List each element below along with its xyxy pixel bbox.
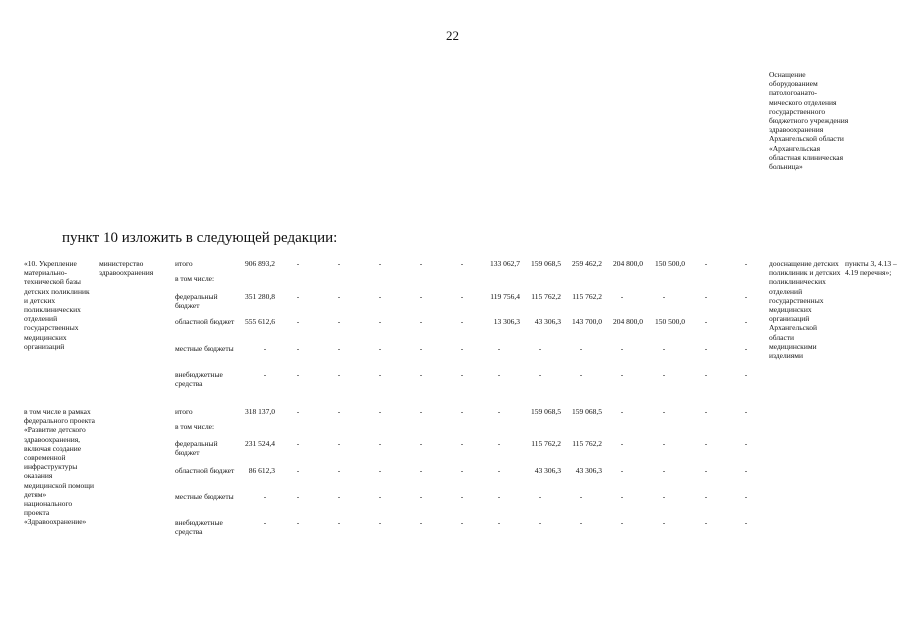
- dash-cell: -: [704, 317, 708, 326]
- top-note: Оснащение оборудованием патологоанато-мического отделения государственного бюджетного учреждения здравоохранения Архангельской области «Архангельская областная клиническая больница»: [769, 70, 849, 172]
- dash-cell: -: [460, 439, 464, 448]
- dash-cell: -: [263, 370, 267, 379]
- dash-cell: -: [337, 370, 341, 379]
- dash-cell: -: [620, 439, 624, 448]
- dash-cell: -: [337, 439, 341, 448]
- dash-cell: -: [704, 518, 708, 527]
- dash-cell: -: [263, 344, 267, 353]
- dash-cell: -: [704, 407, 708, 416]
- row-value-v1: 133 062,7: [490, 259, 520, 268]
- dash-cell: -: [296, 259, 300, 268]
- dash-cell: -: [497, 370, 501, 379]
- row-label: федеральный бюджет: [175, 439, 218, 458]
- section1-executor: министерство здравоохранения: [99, 259, 154, 278]
- row-value-v2: 115 762,2: [531, 439, 561, 448]
- dash-cell: -: [460, 292, 464, 301]
- dash-cell: -: [620, 292, 624, 301]
- dash-cell: -: [419, 439, 423, 448]
- dash-cell: -: [378, 407, 382, 416]
- dash-cell: -: [460, 466, 464, 475]
- row-label: в том числе:: [175, 274, 215, 283]
- dash-cell: -: [419, 292, 423, 301]
- dash-cell: -: [704, 292, 708, 301]
- dash-cell: -: [337, 344, 341, 353]
- dash-cell: -: [704, 259, 708, 268]
- row-label: итого: [175, 259, 193, 268]
- row-label: внебюджетные средства: [175, 370, 223, 389]
- dash-cell: -: [662, 292, 666, 301]
- dash-cell: -: [419, 259, 423, 268]
- dash-cell: -: [497, 439, 501, 448]
- dash-cell: -: [744, 317, 748, 326]
- dash-cell: -: [538, 344, 542, 353]
- row-label: областной бюджет: [175, 466, 235, 475]
- dash-cell: -: [263, 492, 267, 501]
- dash-cell: -: [497, 492, 501, 501]
- row-value-v3: 143 700,0: [572, 317, 602, 326]
- row-value-v3: 259 462,2: [572, 259, 602, 268]
- section1-result: дооснащение детских поликлиник и детских поликлинических отделений государственных медицинских организаций Архангельской области медицинскими изделиями: [769, 259, 841, 361]
- dash-cell: -: [337, 259, 341, 268]
- dash-cell: -: [579, 344, 583, 353]
- row-value-v5: 150 500,0: [655, 317, 685, 326]
- dash-cell: -: [337, 518, 341, 527]
- row-value-v4: 204 800,0: [613, 259, 643, 268]
- dash-cell: -: [744, 492, 748, 501]
- dash-cell: -: [296, 407, 300, 416]
- dash-cell: -: [662, 492, 666, 501]
- dash-cell: -: [704, 370, 708, 379]
- dash-cell: -: [744, 292, 748, 301]
- dash-cell: -: [419, 518, 423, 527]
- dash-cell: -: [620, 466, 624, 475]
- dash-cell: -: [744, 370, 748, 379]
- dash-cell: -: [419, 370, 423, 379]
- dash-cell: -: [497, 407, 501, 416]
- dash-cell: -: [460, 317, 464, 326]
- dash-cell: -: [419, 466, 423, 475]
- dash-cell: -: [704, 439, 708, 448]
- dash-cell: -: [620, 492, 624, 501]
- dash-cell: -: [296, 466, 300, 475]
- dash-cell: -: [378, 259, 382, 268]
- dash-cell: -: [296, 518, 300, 527]
- section2-name: в том числе в рамках федерального проекта «Развитие детского здравоохранения, включая создание современной инфраструктуры оказания медицинской помощи детям» национального проекта «Здравоохранение»: [24, 407, 95, 527]
- dash-cell: -: [662, 407, 666, 416]
- dash-cell: -: [538, 492, 542, 501]
- dash-cell: -: [337, 492, 341, 501]
- dash-cell: -: [744, 439, 748, 448]
- dash-cell: -: [704, 466, 708, 475]
- dash-cell: -: [337, 317, 341, 326]
- row-value-v1: 13 306,3: [493, 317, 520, 326]
- dash-cell: -: [296, 344, 300, 353]
- row-total: 351 280,8: [245, 292, 275, 301]
- dash-cell: -: [419, 317, 423, 326]
- dash-cell: -: [704, 344, 708, 353]
- dash-cell: -: [419, 344, 423, 353]
- row-value-v2: 159 068,5: [531, 259, 561, 268]
- dash-cell: -: [662, 466, 666, 475]
- row-value-v3: 43 306,3: [575, 466, 602, 475]
- dash-cell: -: [378, 344, 382, 353]
- row-label: внебюджетные средства: [175, 518, 223, 537]
- dash-cell: -: [378, 292, 382, 301]
- dash-cell: -: [378, 492, 382, 501]
- row-value-v2: 115 762,2: [531, 292, 561, 301]
- dash-cell: -: [620, 344, 624, 353]
- dash-cell: -: [620, 370, 624, 379]
- dash-cell: -: [538, 518, 542, 527]
- dash-cell: -: [337, 292, 341, 301]
- row-label: областной бюджет: [175, 317, 235, 326]
- dash-cell: -: [296, 317, 300, 326]
- row-total: 906 893,2: [245, 259, 275, 268]
- row-label: итого: [175, 407, 193, 416]
- dash-cell: -: [744, 518, 748, 527]
- dash-cell: -: [419, 407, 423, 416]
- row-label: федеральный бюджет: [175, 292, 218, 311]
- dash-cell: -: [460, 344, 464, 353]
- row-value-v4: 204 800,0: [613, 317, 643, 326]
- dash-cell: -: [378, 439, 382, 448]
- dash-cell: -: [620, 407, 624, 416]
- dash-cell: -: [263, 518, 267, 527]
- row-total: 231 524,4: [245, 439, 275, 448]
- row-value-v2: 43 306,3: [534, 466, 561, 475]
- dash-cell: -: [460, 518, 464, 527]
- instruction-text: пункт 10 изложить в следующей редакции:: [62, 230, 338, 246]
- page-number: 22: [446, 28, 459, 43]
- dash-cell: -: [744, 259, 748, 268]
- row-label: местные бюджеты: [175, 344, 234, 353]
- dash-cell: -: [460, 259, 464, 268]
- dash-cell: -: [620, 518, 624, 527]
- dash-cell: -: [337, 407, 341, 416]
- dash-cell: -: [579, 518, 583, 527]
- row-value-v5: 150 500,0: [655, 259, 685, 268]
- dash-cell: -: [296, 292, 300, 301]
- row-value-v2: 43 306,3: [534, 317, 561, 326]
- row-total: 555 612,6: [245, 317, 275, 326]
- dash-cell: -: [538, 370, 542, 379]
- dash-cell: -: [337, 466, 341, 475]
- dash-cell: -: [378, 370, 382, 379]
- row-label: в том числе:: [175, 422, 215, 431]
- dash-cell: -: [744, 344, 748, 353]
- dash-cell: -: [579, 492, 583, 501]
- dash-cell: -: [460, 407, 464, 416]
- section1-link: пункты 3, 4.13 – 4.19 перечня»;: [845, 259, 897, 278]
- dash-cell: -: [662, 370, 666, 379]
- dash-cell: -: [497, 466, 501, 475]
- dash-cell: -: [460, 370, 464, 379]
- dash-cell: -: [419, 492, 423, 501]
- row-total: 318 137,0: [245, 407, 275, 416]
- row-value-v1: 119 756,4: [490, 292, 520, 301]
- dash-cell: -: [378, 518, 382, 527]
- dash-cell: -: [296, 370, 300, 379]
- dash-cell: -: [296, 439, 300, 448]
- dash-cell: -: [744, 466, 748, 475]
- section1-name: «10. Укрепление материально-технической базы детских поликлиник и детских поликлинических отделений государственных медицинских организаций: [24, 259, 90, 351]
- row-value-v2: 159 068,5: [531, 407, 561, 416]
- dash-cell: -: [460, 492, 464, 501]
- dash-cell: -: [378, 466, 382, 475]
- dash-cell: -: [662, 439, 666, 448]
- row-value-v3: 115 762,2: [572, 292, 602, 301]
- row-value-v3: 115 762,2: [572, 439, 602, 448]
- dash-cell: -: [296, 492, 300, 501]
- dash-cell: -: [378, 317, 382, 326]
- dash-cell: -: [662, 344, 666, 353]
- row-label: местные бюджеты: [175, 492, 234, 501]
- dash-cell: -: [497, 344, 501, 353]
- row-value-v3: 159 068,5: [572, 407, 602, 416]
- row-total: 86 612,3: [248, 466, 275, 475]
- dash-cell: -: [704, 492, 708, 501]
- dash-cell: -: [579, 370, 583, 379]
- dash-cell: -: [744, 407, 748, 416]
- dash-cell: -: [497, 518, 501, 527]
- dash-cell: -: [662, 518, 666, 527]
